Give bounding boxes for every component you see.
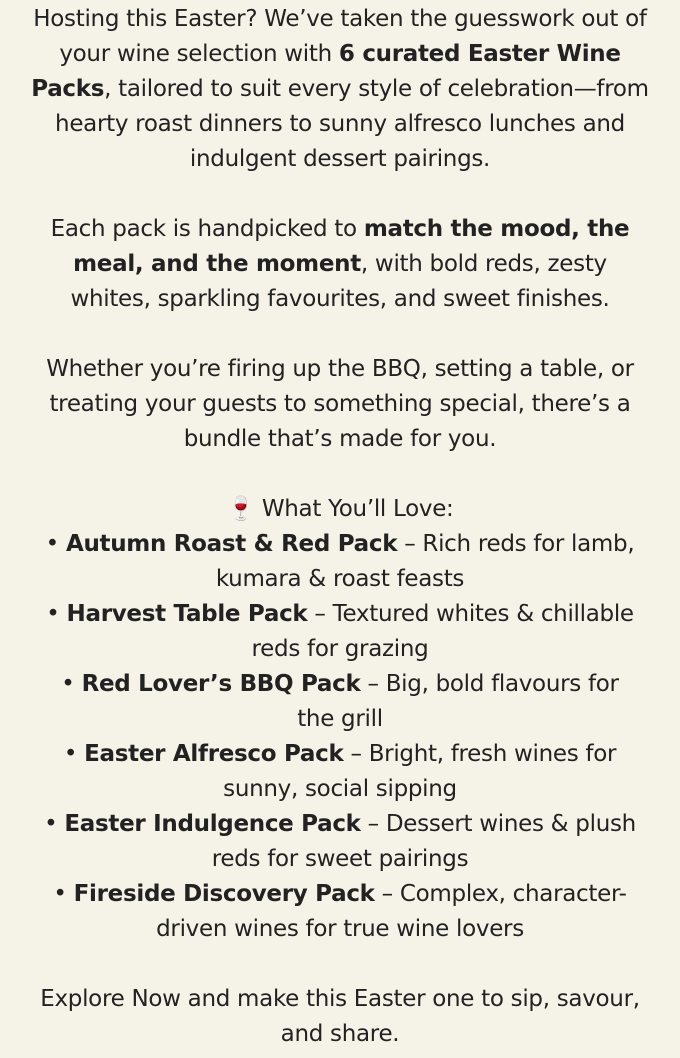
- wine-glass-icon: 🍷: [226, 496, 255, 522]
- list-item: [40, 877, 640, 947]
- bullet: •: [45, 531, 59, 557]
- spacer: [30, 317, 650, 352]
- bullet: •: [46, 601, 60, 627]
- pack-name: Fireside Discovery Pack: [73, 881, 375, 907]
- list-item: [40, 527, 640, 597]
- intro-lead-text: Hosting this Easter? We’ve taken the guesswork out of your wine selection with: [33, 6, 647, 67]
- bullet: •: [63, 741, 78, 767]
- bullet: •: [44, 811, 58, 837]
- love-heading: [30, 492, 650, 527]
- pack-name: Easter Indulgence Pack: [64, 811, 361, 837]
- list-item: [40, 597, 640, 667]
- bullet: •: [61, 671, 75, 697]
- easter-wine-packs-copy: [0, 2, 680, 1052]
- spacer: [30, 947, 650, 982]
- pack-name: Harvest Table Pack: [66, 601, 308, 627]
- spacer: [30, 177, 650, 212]
- intro-paragraph: [30, 2, 650, 177]
- intro-tail-text: , tailored to suit every style of celebration—from hearty roast dinners to sunny alfresco lunches and indulgent dessert pairings.: [55, 76, 649, 172]
- pack-name: Autumn Roast & Red Pack: [65, 531, 398, 557]
- pack-name: Easter Alfresco Pack: [84, 741, 344, 767]
- list-item: [40, 737, 640, 807]
- pack-description: – Big, bold flavours for the grill: [297, 671, 619, 732]
- bbq-paragraph: Whether you’re firing up the BBQ, setting a table, or treating your guests to something special, there’s a bundle that’s made for you.: [46, 356, 634, 452]
- mood-tail-text: , with bold reds, zesty whites, sparkling favourites, and sweet finishes.: [70, 251, 610, 312]
- list-item: [40, 667, 640, 737]
- mood-paragraph: [30, 212, 650, 317]
- pack-description: – Bright, fresh wines for sunny, social sipping: [223, 741, 617, 802]
- pack-description: – Rich reds for lamb, kumara & roast feasts: [215, 531, 635, 592]
- love-heading-text: What You’ll Love:: [261, 496, 454, 522]
- bullet: •: [53, 881, 67, 907]
- spacer: [30, 457, 650, 492]
- list-item: [40, 807, 640, 877]
- closing-paragraph: Explore Now and make this Easter one to sip, savour, and share.: [40, 986, 640, 1047]
- pack-description: – Dessert wines & plush reds for sweet pairings: [211, 811, 636, 872]
- pack-description: – Textured whites & chillable reds for grazing: [251, 601, 634, 662]
- pack-description: – Complex, character-driven wines for true wine lovers: [156, 881, 627, 942]
- mood-lead-text: Each pack is handpicked to: [50, 216, 364, 242]
- mood-highlight-text: match the mood, the meal, and the moment: [73, 216, 630, 277]
- pack-name: Red Lover’s BBQ Pack: [81, 671, 361, 697]
- intro-highlight-text: 6 curated Easter Wine Packs: [31, 41, 621, 102]
